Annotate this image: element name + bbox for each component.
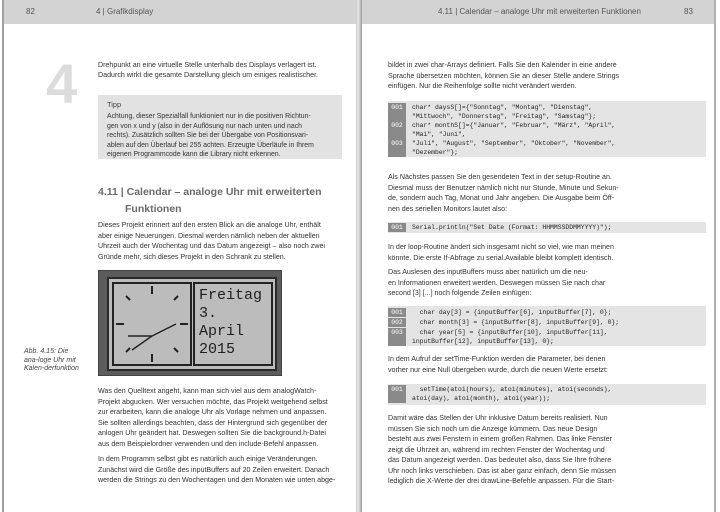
section-heading-cont: Funktionen xyxy=(125,203,182,215)
tip-line: gen von x und y (also in der Auflösung nur nach unten und nach xyxy=(107,122,302,130)
body-line: en Informationen erweitert werden. Deswegen müssen Sie nach char xyxy=(388,278,606,287)
body-line: zeigt die Uhrzeit an, während im rechten Fenster der Wochentag und xyxy=(388,445,605,454)
code-line xyxy=(388,308,706,317)
code-text: "Dezember"}; xyxy=(412,149,459,156)
body-line: müssen Sie sich noch um die Anzeige kümmern. Das neue Design xyxy=(388,424,598,433)
code-text: "Mittwoch", "Donnerstag", "Freitag", "Samstag"}; xyxy=(412,113,597,120)
tip-title: Tipp xyxy=(107,100,122,109)
body-line: Sie sollten allerdings beachten, dass der Hintergrund sich gegenüber der xyxy=(98,418,328,427)
code-text: char year[5] = {inputBuffer[10], inputBuffer[11], xyxy=(412,329,608,336)
line-number: 003 xyxy=(388,328,406,346)
body-line: anlogen Uhr geändert hat. Deswegen sollten Sie die background.h-Datei xyxy=(98,429,326,437)
body-line: das Datum angezeigt werden. Das bedeutet also, dass Sie Ihre frühere xyxy=(388,456,612,464)
body-line: Uhr noch links verschieben. Das ist aber ganz einfach, denn Sie müssen xyxy=(388,466,616,475)
code-text: "Mai", "Juni", xyxy=(412,131,466,138)
code-block-settime xyxy=(388,384,706,405)
code-text: char day[3] = {inputBuffer[6], inputBuffer[7], 0}; xyxy=(412,309,612,316)
body-line: nen des seriellen Monitors lautet also: xyxy=(388,204,508,213)
right-page-header xyxy=(362,0,714,24)
intro-line: Dadurch wirkt die gesamte Darstellung gleich um einiges realistischer. xyxy=(98,71,319,79)
figure-photo xyxy=(98,270,282,376)
tip-box xyxy=(98,95,342,159)
body-line: besteht aus zwei Fenstern in einem großen Rahmen. Das linke Fenster xyxy=(388,435,612,443)
code-text: char* daysS[]={"Sonntag", "Montag", "Dienstag", xyxy=(412,104,593,111)
section-heading: 4.11 | Calendar – analoge Uhr mit erweiterten xyxy=(98,186,322,198)
right-running-head: 4.11 | Calendar – analoge Uhr mit erweiterten Funktionen xyxy=(438,7,641,16)
body-line: Das Auslesen des inputBuffers muss aber natürlich um die neu- xyxy=(388,268,588,276)
line-number: 002 xyxy=(388,318,406,327)
code-line xyxy=(388,385,706,403)
code-text: char* monthS[]={"Januar", "Februar", "März", "April", xyxy=(412,122,616,129)
code-line xyxy=(388,223,706,232)
body-line: einfügen. Nur die Reihenfolge sollte nicht verändert werden. xyxy=(388,82,577,90)
date-window xyxy=(193,282,273,366)
code-line xyxy=(388,139,706,157)
left-page-number: 82 xyxy=(26,7,35,16)
body-line: Dieses Projekt erinnert auf den ersten Blick an die analoge Uhr, enthält xyxy=(98,221,321,229)
line-number: 001 xyxy=(388,223,406,232)
body-line: de, sondern auch Tag, Monat und Jahr angeben. Die Ausgabe beim Öff- xyxy=(388,194,615,202)
year-text: 2015 xyxy=(199,341,236,358)
left-page-header xyxy=(4,0,356,24)
code-text: "Juli", "August", "September", "Oktober", "November", xyxy=(412,140,616,147)
line-number: 001 xyxy=(388,103,406,121)
code-text: Serial.println("Set Date (Format: HHMMSSDDMMYYYY)"); xyxy=(412,224,612,231)
body-line: Zunächst wird die Größe des inputBuffers auf 20 Zeilen erweitert. Danach xyxy=(98,465,330,474)
body-line: second [3] [...] noch folgende Zeilen einfügen: xyxy=(388,289,532,297)
body-line: werden die Strings zu den Wochentagen und den Monaten wie unten abge- xyxy=(98,476,336,484)
body-line: Was den Quelltext angeht, kann man sich viel aus dem analogWatch- xyxy=(98,387,317,395)
body-line: Diesmal muss der Benutzer nämlich nicht nur Stunde, Minute und Sekun- xyxy=(388,183,619,192)
lcd-display xyxy=(107,277,277,371)
code-block-input-buffer xyxy=(388,306,706,346)
body-line: vorher nur eine Null übergeben wurde, durch die neuen Werte ersetzt: xyxy=(388,365,608,374)
code-line xyxy=(388,328,706,346)
code-block-arrays xyxy=(388,101,706,157)
body-line: Uhrzeit auch der Wochentag und das Datum angezeigt – also noch zwei xyxy=(98,242,326,250)
line-number: 001 xyxy=(388,308,406,317)
body-line: aus dem Beispielordner verwenden und den include-Befehl anpassen. xyxy=(98,439,319,448)
left-running-head: 4 | Grafikdisplay xyxy=(96,7,154,16)
body-line: aber einige Neuerungen. Diesmal werden nämlich neben der aktuellen xyxy=(98,231,320,240)
weekday-text: Freitag xyxy=(199,287,263,304)
line-number: 001 xyxy=(388,385,406,403)
body-line: bildet in zwei char-Arrays definiert. Falls Sie den Kalender in eine andere xyxy=(388,61,617,69)
tip-line: ablen auf den Überlauf bei 255 achten. Erzeugte Überläufe in Ihrem xyxy=(107,141,314,149)
body-line: Sprache übersetzen möchten, können Sie an dieser Stelle andere Strings xyxy=(388,71,620,80)
day-text: 3. xyxy=(199,305,218,322)
code-line xyxy=(388,318,706,327)
figure-caption: Abb. 4.15: Die ana-loge Uhr mit Kalen-derfunktion xyxy=(24,348,79,373)
line-number: 002 xyxy=(388,121,406,139)
code-line xyxy=(388,103,706,121)
month-text: April xyxy=(199,323,245,340)
left-page xyxy=(2,0,356,512)
body-line: Als Nächstes passen Sie den gesendeten Text in der setup-Routine an. xyxy=(388,173,612,181)
tip-line: Achtung, dieser Spezialfall funktioniert nur in die positiven Richtun- xyxy=(107,113,311,120)
code-text: char month[3] = {inputBuffer[8], inputBuffer[9], 0}; xyxy=(412,319,620,326)
body-line: Projekt abgucken. Wer versuchen möchte, das Projekt weitgehend selbst xyxy=(98,397,328,406)
body-line: Damit wäre das Stellen der Uhr inklusive Datum bereits realisiert. Nun xyxy=(388,414,608,422)
intro-line: Drehpunkt an eine virtuelle Stelle unterhalb des Displays verlagert ist. xyxy=(98,61,317,69)
tip-line: rechts). Zusätzlich sollten Sie bei der Übergabe von Positionsvari- xyxy=(107,132,309,139)
chapter-number: 4 xyxy=(46,52,78,115)
code-text: atoi(day), atoi(month), atoi(year)); xyxy=(412,395,551,402)
body-line: In der loop-Routine ändert sich insgesamt nicht so viel, wie man meinen xyxy=(388,243,614,251)
code-line xyxy=(388,121,706,139)
body-line: lediglich die X-Werte der drei drawLine-Befehle anpassen. Für die Start- xyxy=(388,477,615,485)
body-line: In dem Programm selbst gibt es natürlich auch einige Veränderungen. xyxy=(98,455,318,463)
analog-clock xyxy=(112,282,192,366)
body-line: zur erarbeiten, kann die analoge Uhr als Vorlage nehmen und anpassen. xyxy=(98,408,327,416)
code-block-serial xyxy=(388,222,706,233)
tip-line: eigenen Programmcode kann die Library nicht erkennen. xyxy=(107,151,281,158)
body-line: könnte. Die erste If-Abfrage zu serial.Available bleibt komplett identisch. xyxy=(388,253,614,262)
body-line: Gründe mehr, sich dieses Projekt in den Schrank zu stellen. xyxy=(98,252,286,261)
clock-face-icon xyxy=(114,284,190,364)
body-line: In dem Aufruf der setTime-Funktion werden die Parameter, bei denen xyxy=(388,355,606,363)
code-text: inputBuffer[12], inputBuffer[13], 0}; xyxy=(412,338,554,345)
line-number: 003 xyxy=(388,139,406,157)
code-text: setTime(atoi(hours), atoi(minutes), atoi(seconds), xyxy=(412,386,612,393)
right-page-number: 83 xyxy=(684,7,693,16)
